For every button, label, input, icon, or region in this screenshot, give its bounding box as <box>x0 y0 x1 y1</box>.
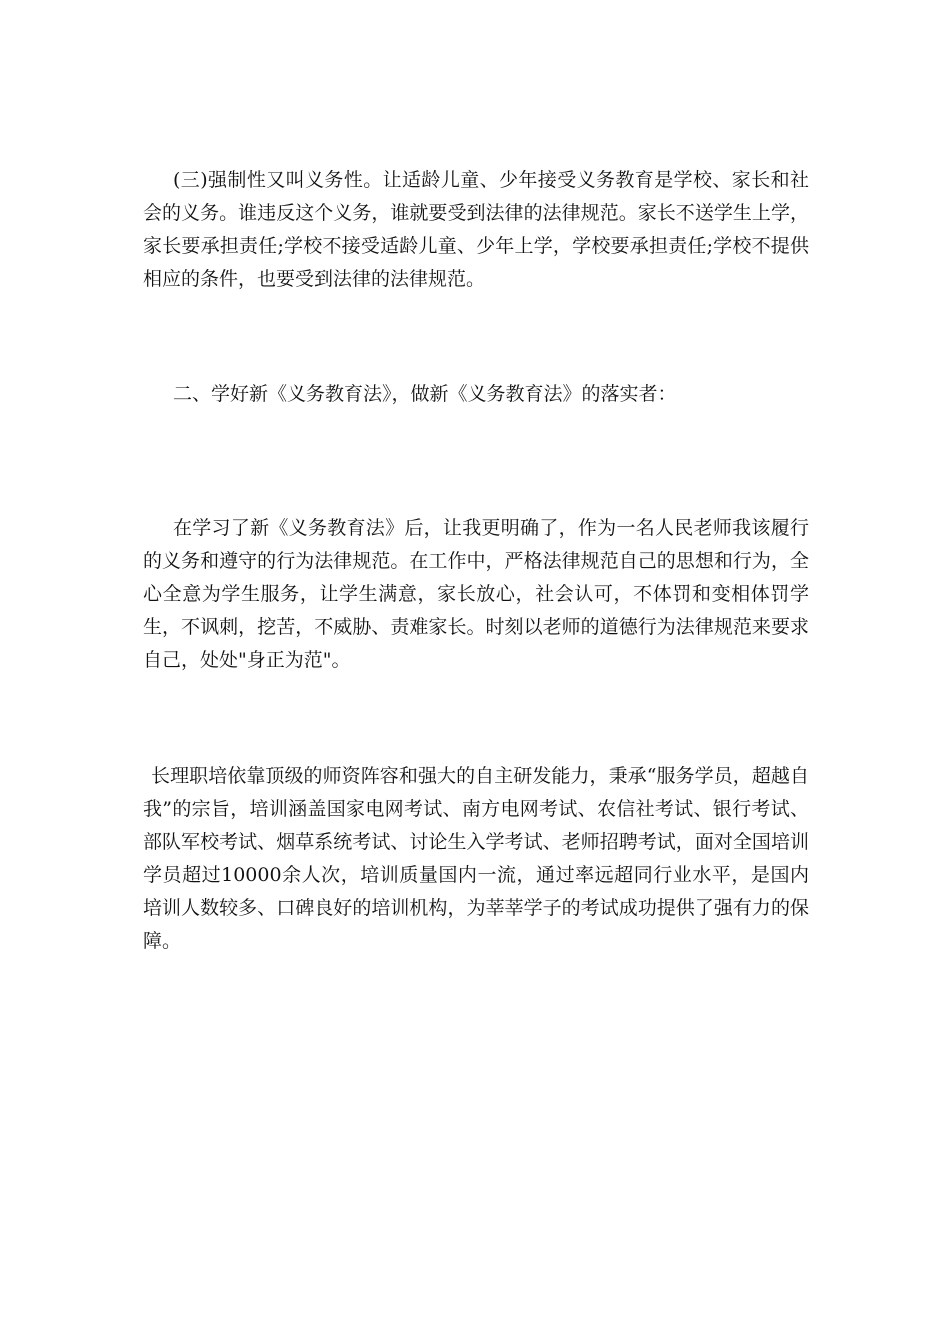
paragraph-training-promo: 长理职培依靠顶级的师资阵容和强大的自主研发能力，秉承“服务学员，超越自我”的宗旨，培训涵盖国家电网考试、南方电网考试、农信社考试、银行考试、部队军校考试、烟草系统考试、讨论生入学考试、老师招聘考试，面对全国培训学员超过10000余人次，培训质量国内一流，通过率远超同行业水平，是国内培训人数较多、口碑良好的培训机构，为莘莘学子的考试成功提供了强有力的保障。 <box>143 765 809 952</box>
section-heading-two: 二、学好新《义务教育法》，做新《义务教育法》的落实者： <box>173 383 677 405</box>
paragraph-teacher-reflection: 在学习了新《义务教育法》后，让我更明确了，作为一名人民老师我该履行的义务和遵守的行为法律规范。在工作中，严格法律规范自己的思想和行为，全心全意为学生服务，让学生满意，家长放心，社会认可，不体罚和变相体罚学生，不讽刺，挖苦，不威胁、责难家长。时刻以老师的道德行为法律规范来要求自己，处处"身正为范"。 <box>143 517 809 671</box>
paragraph-compulsory-nature: (三)强制性又叫义务性。让适龄儿童、少年接受义务教育是学校、家长和社会的义务。谁违反这个义务，谁就要受到法律的法律规范。家长不送学生上学，家长要承担责任;学校不接受适龄儿童、少年上学，学校要承担责任;学校不提供相应的条件，也要受到法律的法律规范。 <box>143 169 809 290</box>
